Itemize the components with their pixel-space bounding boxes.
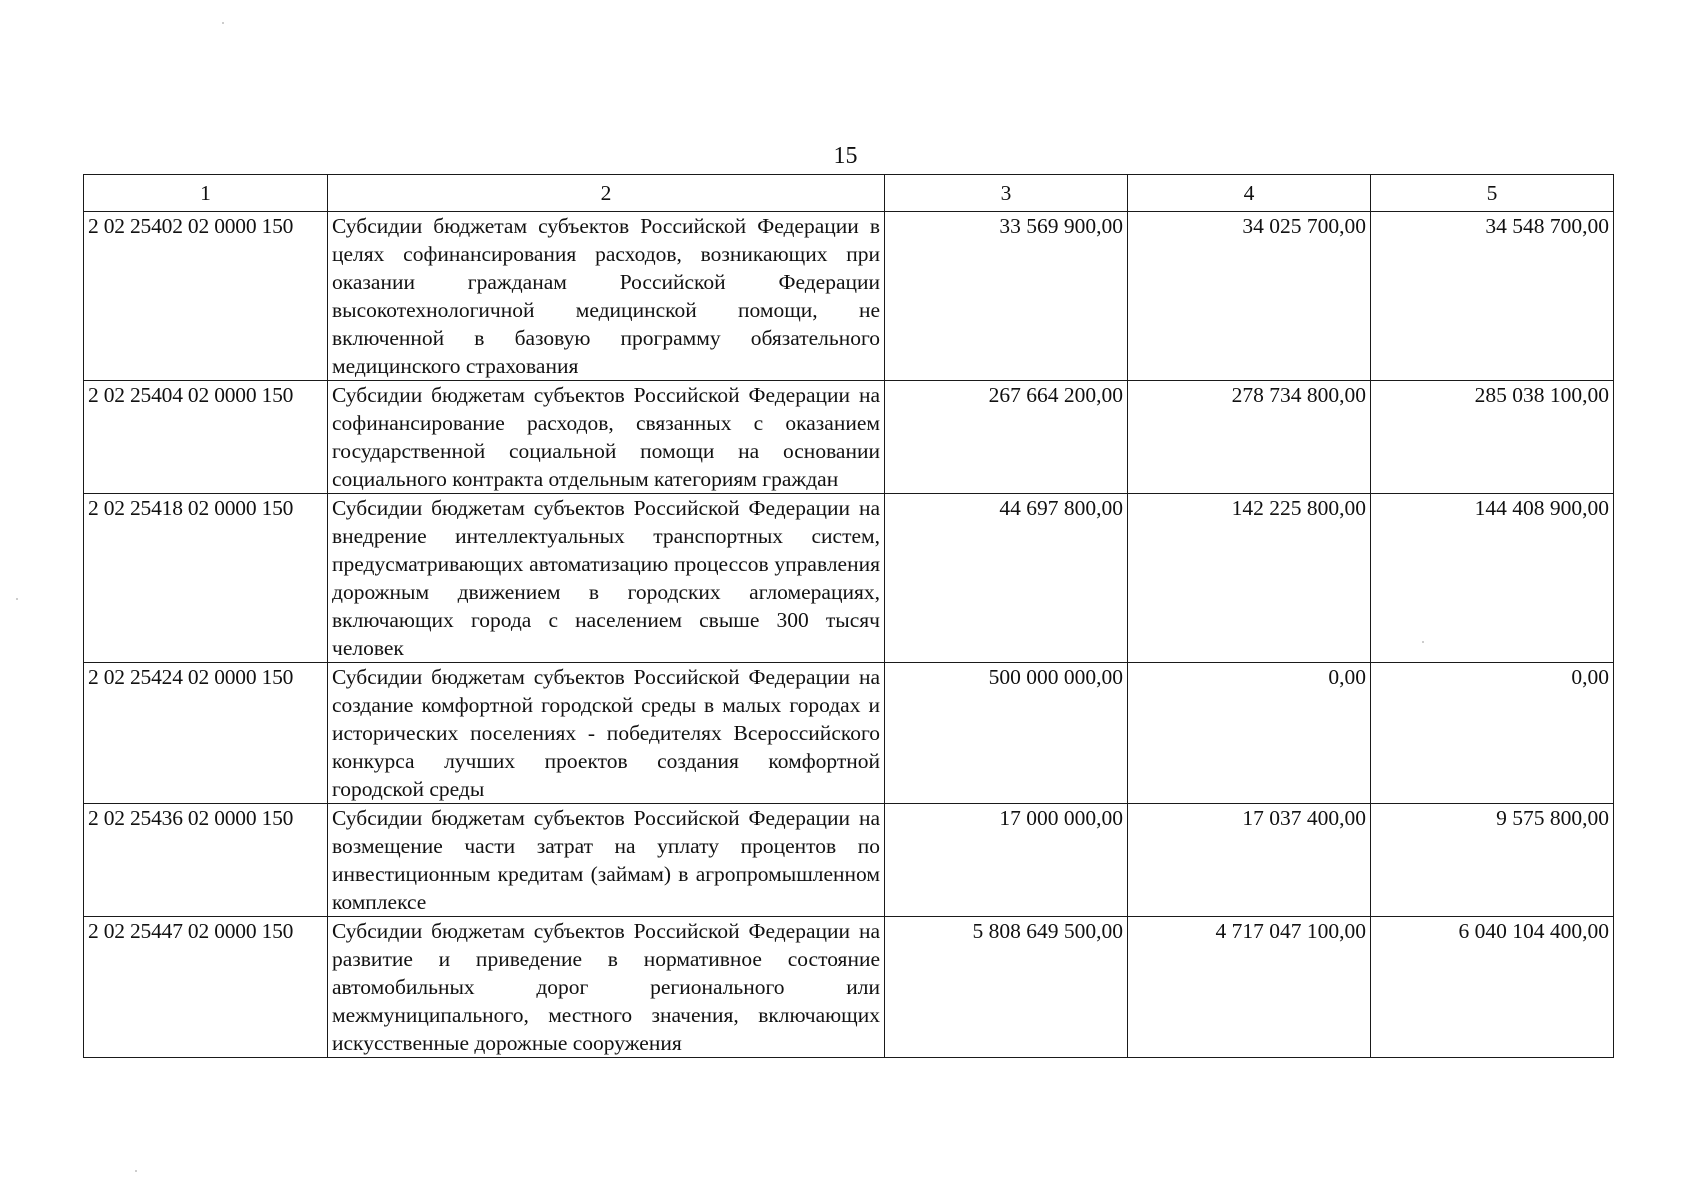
budget-code: 2 02 25424 02 0000 150 [84, 663, 328, 804]
amount-col-3: 5 808 649 500,00 [885, 917, 1128, 1058]
scan-speck [1422, 641, 1424, 643]
table-row [84, 381, 1614, 494]
amount-col-3: 267 664 200,00 [885, 381, 1128, 494]
row-description: Субсидии бюджетам субъектов Российской Федерации в целях софинансирования расходов, возникающих при оказании гражданам Российской Федерации высокотехнологичной медицинской помощи, не включенной в базовую программу обязательного медицинского страхования [328, 212, 885, 381]
amount-col-5: 0,00 [1371, 663, 1614, 804]
row-description: Субсидии бюджетам субъектов Российской Федерации на внедрение интеллектуальных транспортных систем, предусматривающих автоматизацию процессов управления дорожным движением в городских агломерациях, включающих города с населением свыше 300 тысяч человек [328, 494, 885, 663]
budget-code: 2 02 25436 02 0000 150 [84, 804, 328, 917]
page-number: 15 [833, 143, 858, 169]
row-description: Субсидии бюджетам субъектов Российской Федерации на возмещение части затрат на уплату процентов по инвестиционным кредитам (займам) в агропромышленном комплексе [328, 804, 885, 917]
scan-speck [135, 1170, 137, 1172]
amount-col-5: 34 548 700,00 [1371, 212, 1614, 381]
row-description: Субсидии бюджетам субъектов Российской Федерации на софинансирование расходов, связанных с оказанием государственной социальной помощи на основании социального контракта отдельным категориям граждан [328, 381, 885, 494]
amount-col-4: 17 037 400,00 [1128, 804, 1371, 917]
amount-col-3: 44 697 800,00 [885, 494, 1128, 663]
amount-col-3: 33 569 900,00 [885, 212, 1128, 381]
amount-col-5: 9 575 800,00 [1371, 804, 1614, 917]
header-col-2: 2 [328, 175, 885, 212]
amount-col-5: 285 038 100,00 [1371, 381, 1614, 494]
amount-col-4: 4 717 047 100,00 [1128, 917, 1371, 1058]
budget-code: 2 02 25402 02 0000 150 [84, 212, 328, 381]
header-col-4: 4 [1128, 175, 1371, 212]
amount-col-4: 278 734 800,00 [1128, 381, 1371, 494]
header-col-5: 5 [1371, 175, 1614, 212]
budget-table [83, 174, 1614, 1058]
amount-col-5: 6 040 104 400,00 [1371, 917, 1614, 1058]
header-row [84, 175, 1614, 212]
budget-code: 2 02 25418 02 0000 150 [84, 494, 328, 663]
table-row [84, 494, 1614, 663]
header-col-1: 1 [84, 175, 328, 212]
amount-col-4: 0,00 [1128, 663, 1371, 804]
table-row [84, 212, 1614, 381]
amount-col-3: 500 000 000,00 [885, 663, 1128, 804]
amount-col-3: 17 000 000,00 [885, 804, 1128, 917]
amount-col-4: 34 025 700,00 [1128, 212, 1371, 381]
row-description: Субсидии бюджетам субъектов Российской Федерации на развитие и приведение в нормативное состояние автомобильных дорог регионального или межмуниципального, местного значения, включающих искусственные дорожные сооружения [328, 917, 885, 1058]
table-row [84, 917, 1614, 1058]
row-description: Субсидии бюджетам субъектов Российской Федерации на создание комфортной городской среды в малых городах и исторических поселениях - победителях Всероссийского конкурса лучших проектов создания комфортной городской среды [328, 663, 885, 804]
header-col-3: 3 [885, 175, 1128, 212]
budget-code: 2 02 25404 02 0000 150 [84, 381, 328, 494]
table-row [84, 804, 1614, 917]
scan-speck [222, 22, 224, 24]
amount-col-4: 142 225 800,00 [1128, 494, 1371, 663]
scan-speck [16, 598, 18, 600]
table-row [84, 663, 1614, 804]
budget-code: 2 02 25447 02 0000 150 [84, 917, 328, 1058]
amount-col-5: 144 408 900,00 [1371, 494, 1614, 663]
